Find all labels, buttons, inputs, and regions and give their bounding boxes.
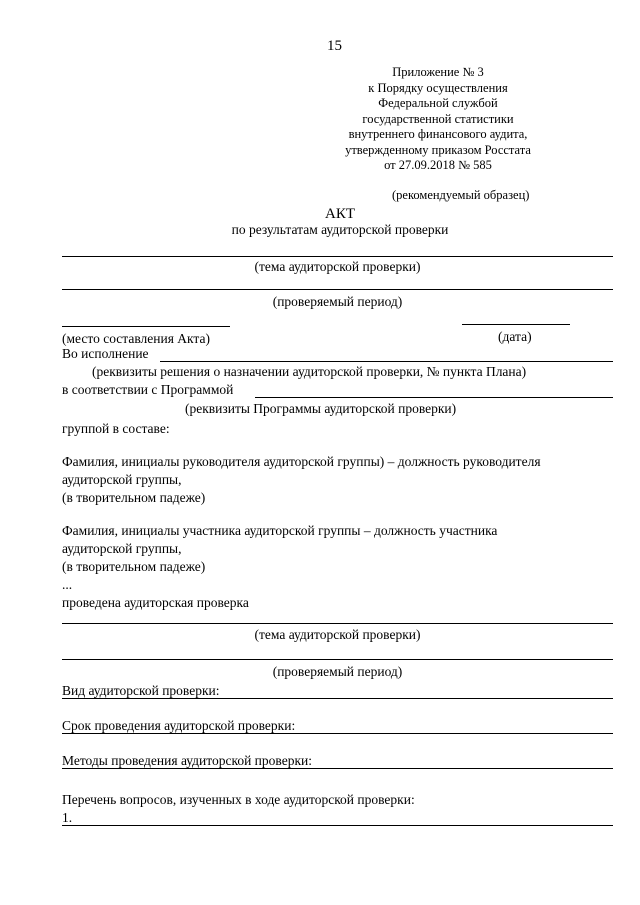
date-field-line[interactable] [462,324,570,325]
decision-caption: (реквизиты решения о назначении аудиторской проверки, № пункта Плана) [92,364,527,379]
audit-methods-field-line[interactable] [62,768,613,769]
member-line-3: (в творительном падеже) [62,559,206,574]
audit-term-field-line[interactable] [62,733,613,734]
appendix-line-7: от 27.09.2018 № 585 [384,158,492,172]
sample-note: (рекомендуемый образец) [392,188,530,202]
question-1-field-line[interactable] [62,825,613,826]
topic-caption: (тема аудиторской проверки) [254,259,421,274]
topic2-caption: (тема аудиторской проверки) [254,627,421,642]
period2-caption: (проверяемый период) [272,664,403,679]
program-field-line[interactable] [255,397,613,398]
leader-line-1: Фамилия, инициалы руководителя аудиторской группы) – должность руководителя [62,454,541,469]
date-caption: (дата) [498,329,532,344]
audit-methods-label: Методы проведения аудиторской проверки: [62,753,312,768]
audit-term-label: Срок проведения аудиторской проверки: [62,718,296,733]
period-field-line[interactable] [62,289,613,290]
period2-field-line[interactable] [62,659,613,660]
place-caption: (место составления Акта) [62,331,210,346]
document-title: АКТ [325,206,355,222]
audit-type-label: Вид аудиторской проверки: [62,683,220,698]
document-subtitle: по результатам аудиторской проверки [231,222,449,237]
place-field-line[interactable] [62,326,230,327]
leader-line-3: (в творительном падеже) [62,490,206,505]
period-caption: (проверяемый период) [272,294,403,309]
questions-label: Перечень вопросов, изученных в ходе аудиторской проверки: [62,792,415,807]
member-line-2: аудиторской группы, [62,541,182,556]
ellipsis: ... [62,577,73,592]
appendix-line-4: государственной статистики [362,111,514,126]
decision-field-line[interactable] [160,361,613,362]
topic-field-line[interactable] [62,256,613,257]
leader-line-2: аудиторской группы, [62,472,182,487]
topic2-field-line[interactable] [62,623,613,624]
appendix-header [320,65,556,174]
appendix-line-5: внутреннего финансового аудита, [348,127,528,141]
conducted-label: проведена аудиторская проверка [62,595,249,610]
question-item-1: 1. [62,810,73,825]
appendix-line-2: к Порядку осуществления [368,80,508,95]
appendix-line-6: утвержденному приказом Росстата [345,142,531,157]
page-number: 15 [327,38,342,54]
program-label: в соответствии с Программой [62,382,234,397]
program-caption: (реквизиты Программы аудиторской проверки) [185,401,457,416]
member-line-1: Фамилия, инициалы участника аудиторской группы – должность участника [62,523,498,538]
execution-label: Во исполнение [62,346,149,361]
appendix-line-1: Приложение № 3 [392,65,484,79]
audit-type-field-line[interactable] [62,698,613,699]
group-label: группой в составе: [62,421,170,436]
appendix-line-3: Федеральной службой [378,96,498,110]
